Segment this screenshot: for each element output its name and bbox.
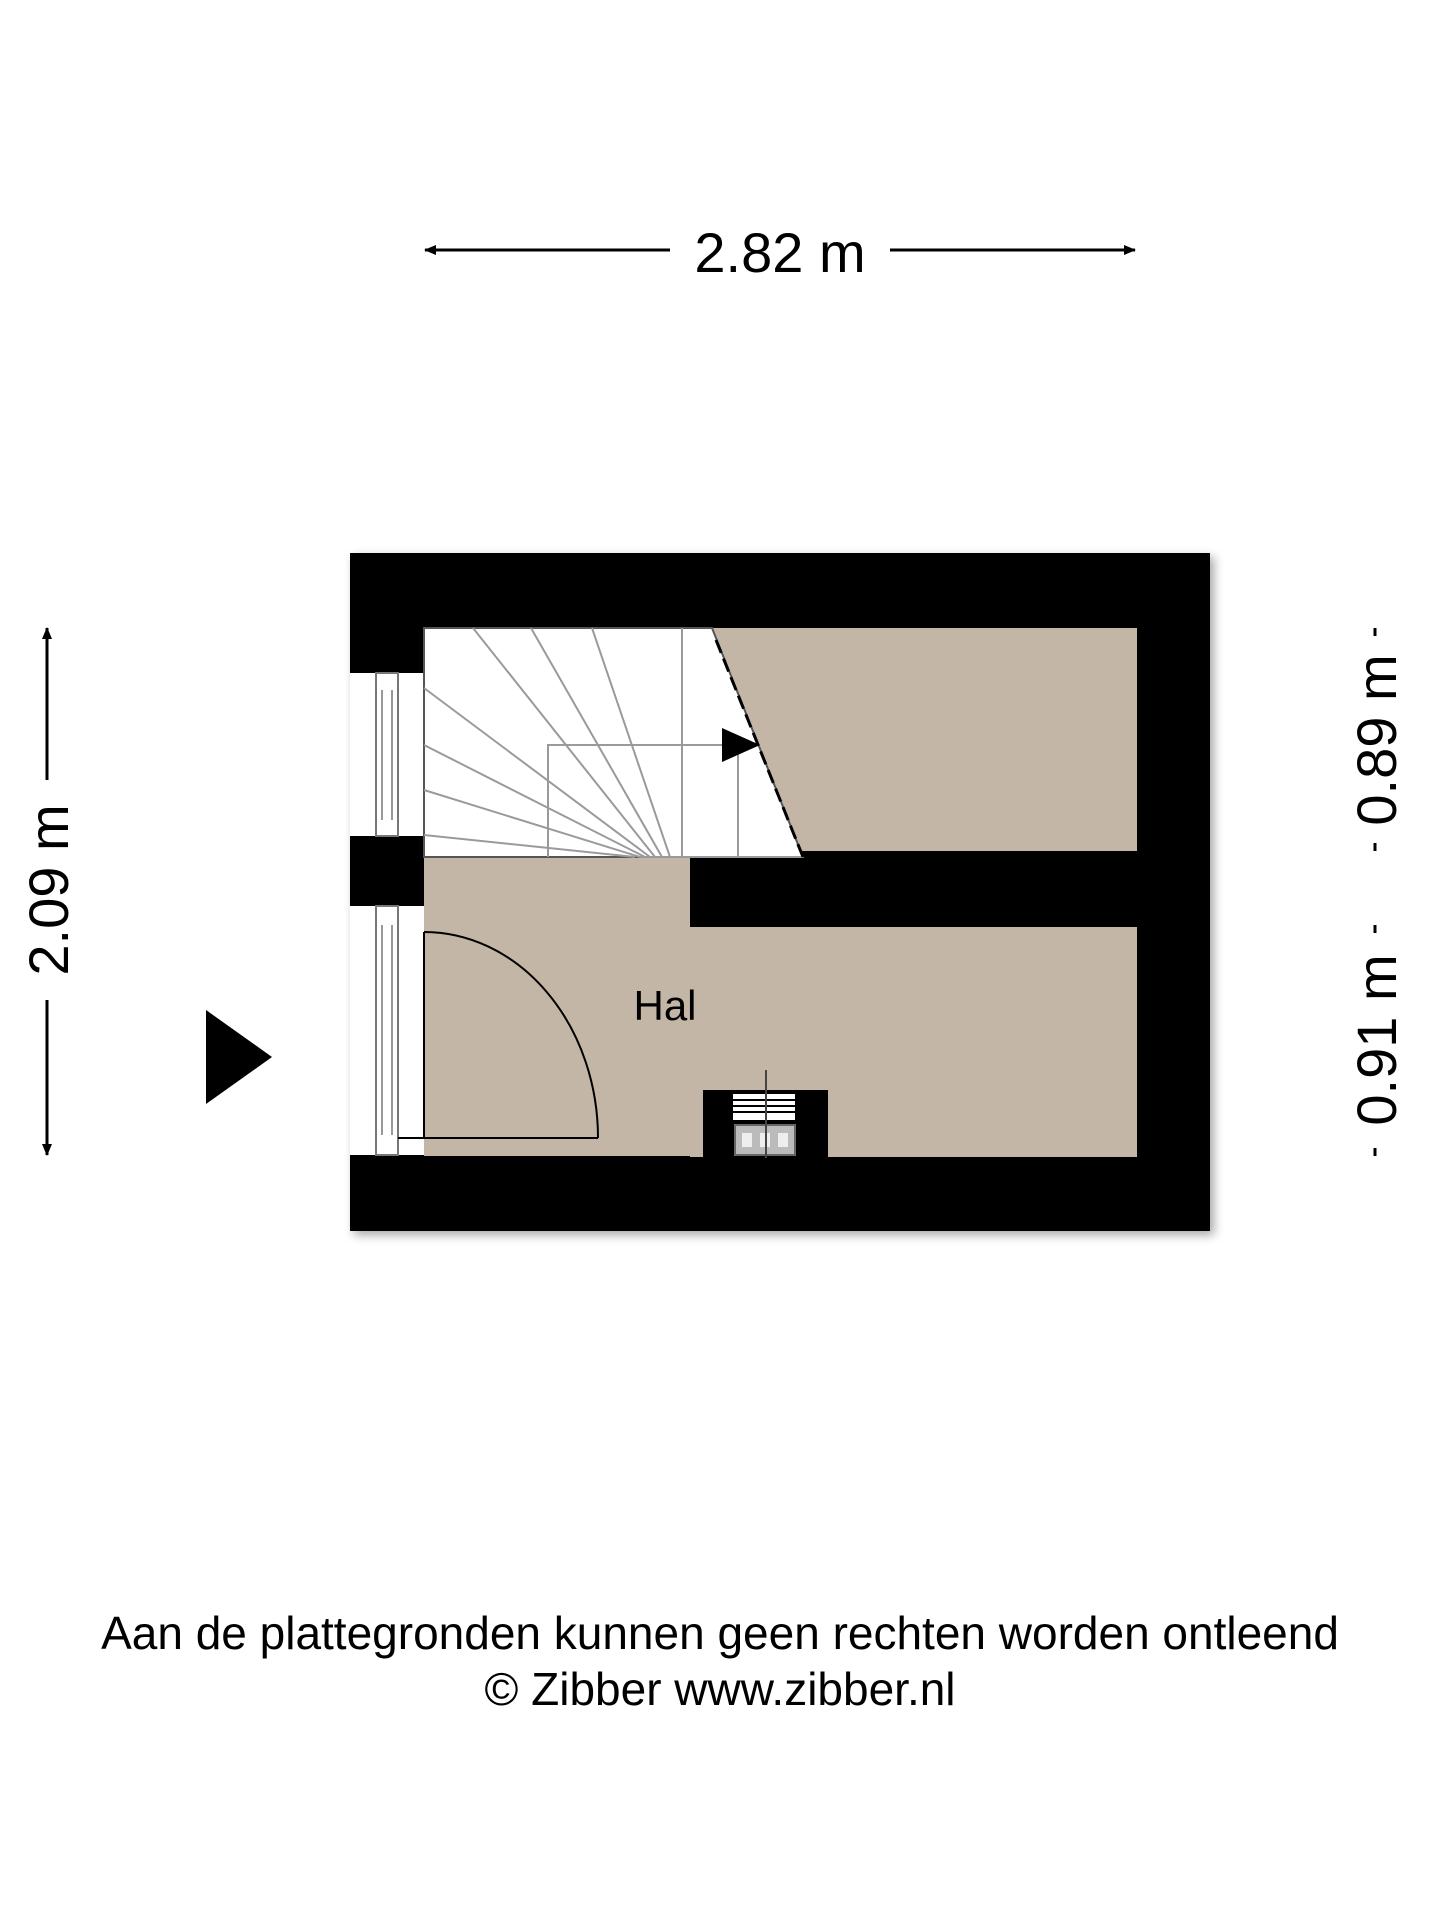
room-label-hal: Hal [633, 982, 697, 1029]
copyright-text: © Zibber www.zibber.nl [484, 1663, 956, 1715]
right-lower-dimension [1345, 925, 1408, 1156]
entrance-arrow-icon [206, 1010, 272, 1104]
right-upper-dimension [1345, 628, 1408, 851]
right-upper-label: 0.89 m [1345, 654, 1408, 826]
width-dimension [425, 221, 1135, 284]
width-label: 2.82 m [694, 221, 866, 284]
height-dimension [17, 628, 80, 1155]
door-opening-left [350, 906, 424, 1155]
interior-wall [690, 851, 1137, 927]
right-lower-label: 0.91 m [1345, 954, 1408, 1126]
disclaimer-text: Aan de plattegronden kunnen geen rechten worden ontleend [101, 1607, 1339, 1659]
window-left [350, 673, 424, 836]
height-label: 2.09 m [17, 804, 80, 976]
